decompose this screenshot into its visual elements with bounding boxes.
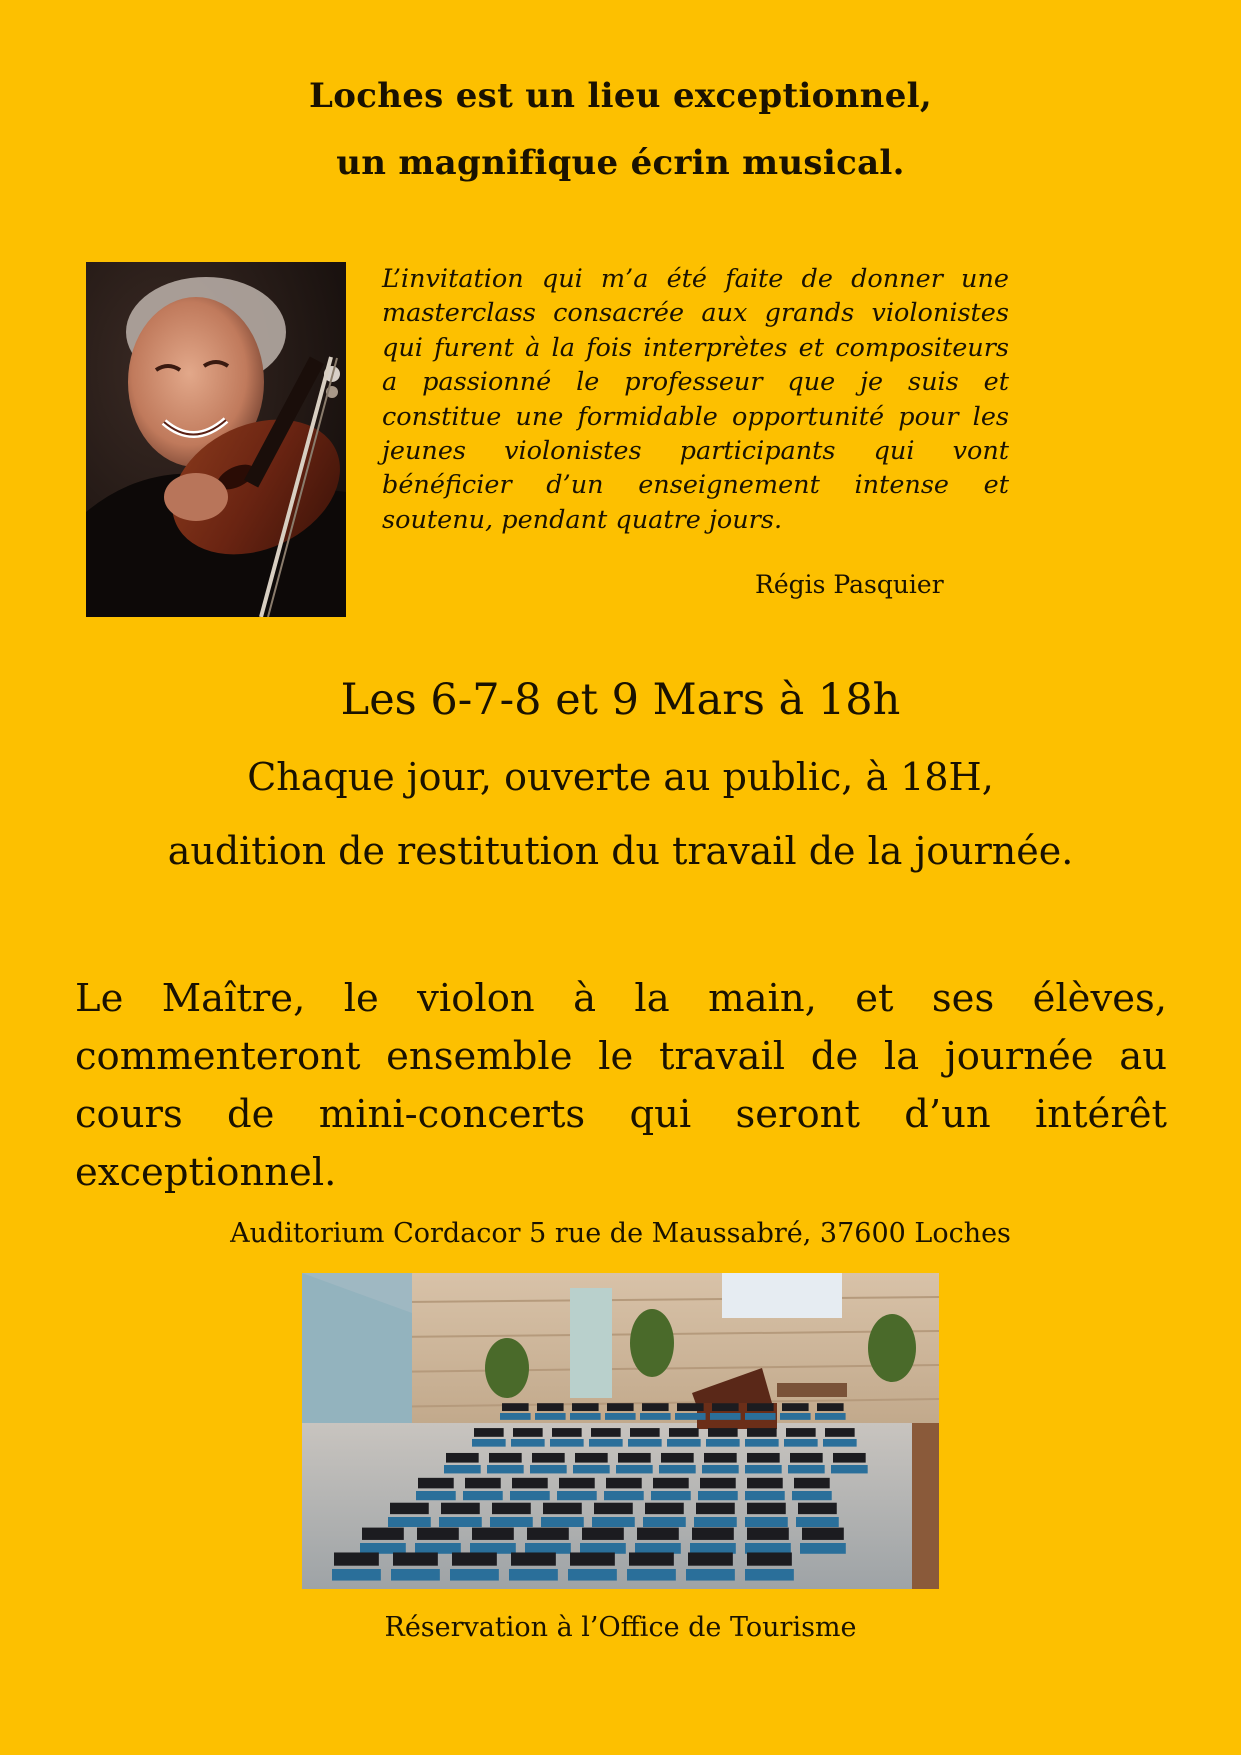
headline-line-1: Loches est un lieu exceptionnel, xyxy=(309,76,932,116)
daily-audition-line-2: audition de restitution du travail de la journée. xyxy=(167,829,1074,873)
reservation-info: Réservation à l’Office de Tourisme xyxy=(384,1612,857,1643)
masterclass-quote: L’invitation qui m’a été faite de donner une masterclass consacrée aux grands violonistes qui furent à la fois interprètes et compositeurs a passionné le professeur que je suis et constitue une formidable opportunité pour les jeunes violonistes participants qui vont bénéficier d’un enseignement intense et soutenu, pendant quatre jours. xyxy=(382,264,1009,535)
headline-line-2: un magnifique écrin musical. xyxy=(336,143,905,183)
event-dates: Les 6-7-8 et 9 Mars à 18h xyxy=(340,675,901,725)
auditorium-photo xyxy=(302,1273,939,1589)
mini-concert-description: Le Maître, le violon à la main, et ses élèves, commenteront ensemble le travail de la journée au cours de mini-concerts qui seront d’un intérêt exceptionnel. xyxy=(75,976,1167,1195)
daily-audition-line-1: Chaque jour, ouverte au public, à 18H, xyxy=(247,755,994,799)
venue-address: Auditorium Cordacor 5 rue de Maussabré, 37600 Loches xyxy=(230,1218,1011,1249)
violinist-portrait-photo xyxy=(86,262,346,617)
quote-author: Régis Pasquier xyxy=(755,570,944,599)
